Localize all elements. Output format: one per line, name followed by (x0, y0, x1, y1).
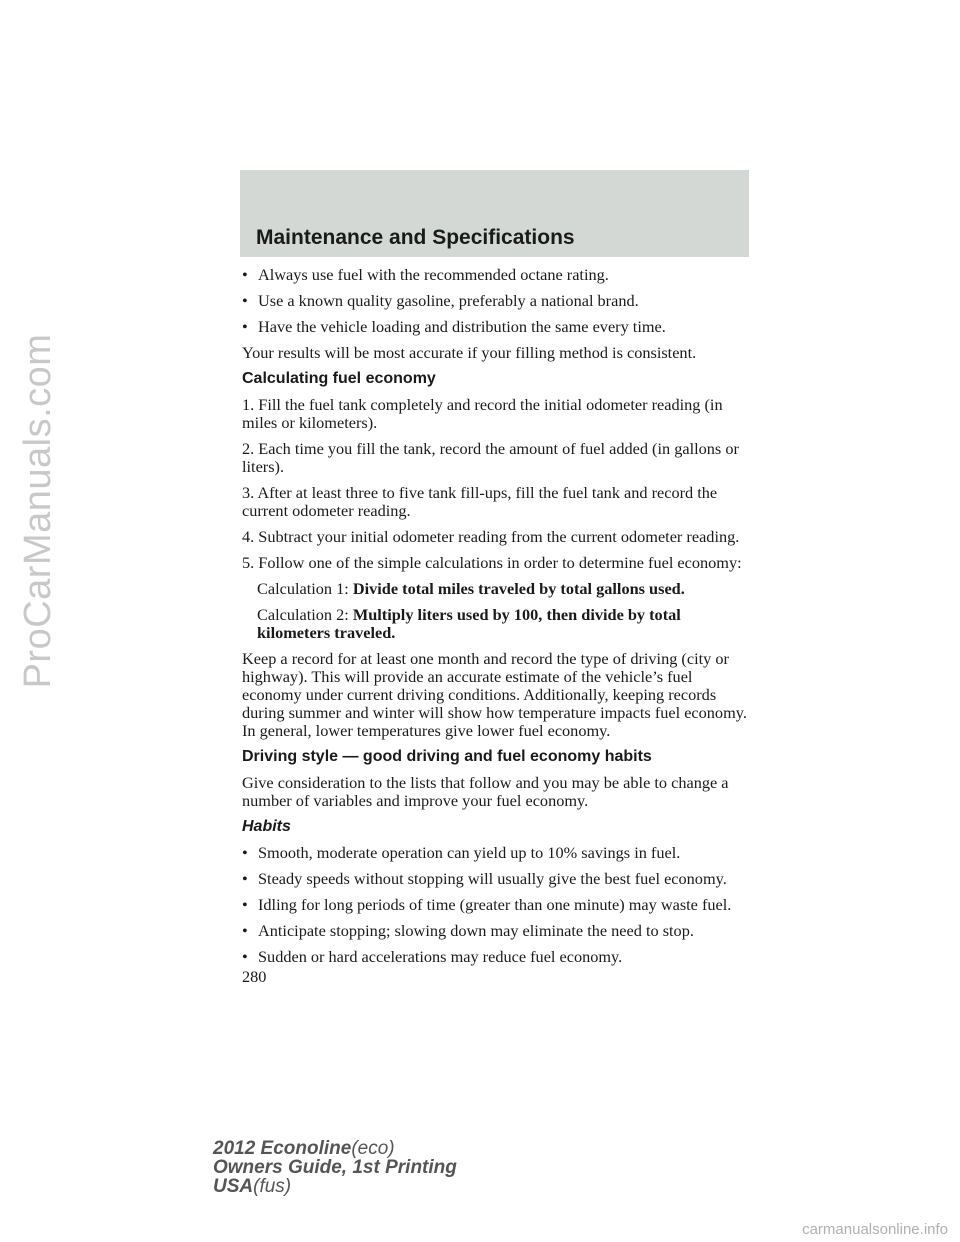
site-watermark: carmanualsonline.info (802, 1221, 948, 1238)
bullet-icon: • (242, 265, 248, 284)
bullet-icon: • (242, 869, 248, 888)
driving-heading: Driving style — good driving and fuel economy habits (242, 748, 652, 765)
document-footer: 2012 Econoline(eco) Owners Guide, 1st Printing USA(fus) (213, 1138, 457, 1197)
habit-item: • Idling for long periods of time (greater than one minute) may waste fuel. (242, 895, 732, 914)
habit-item: • Smooth, moderate operation can yield up to 10% savings in fuel. (242, 843, 681, 862)
calc-heading: Calculating fuel economy (242, 370, 436, 387)
calculation-2: Calculation 2: Multiply liters used by 100, then divide by total kilometers traveled. (257, 605, 681, 642)
bullet-icon: • (242, 291, 248, 310)
habit-item: • Anticipate stopping; slowing down may eliminate the need to stop. (242, 921, 694, 940)
calculation-1: Calculation 1: Divide total miles traveled by total gallons used. (257, 579, 685, 598)
calc-step: 2. Each time you fill the tank, record the amount of fuel added (in gallons or liters). (242, 439, 739, 476)
intro-paragraph: Your results will be most accurate if your filling method is consistent. (242, 343, 697, 362)
habit-item: • Steady speeds without stopping will usually give the best fuel economy. (242, 869, 727, 888)
section-title: Maintenance and Specifications (256, 226, 575, 249)
calc-step: 1. Fill the fuel tank completely and record the initial odometer reading (in miles or kilometers). (242, 395, 723, 432)
habits-subheading: Habits (242, 818, 291, 835)
page-number: 280 (242, 967, 267, 986)
record-paragraph: Keep a record for at least one month and record the type of driving (city or highway). This will provide an accurate estimate of the vehicle’s fuel economy under current driving conditions. Additionally, keeping records during summer and winter will show how temperature impacts fuel economy. In general, lower temperatures give lower fuel economy. (242, 649, 747, 740)
bullet-item: • Have the vehicle loading and distribution the same every time. (242, 317, 666, 336)
bullet-icon: • (242, 317, 248, 336)
procarmanuals-watermark: ProCarManuals.com (16, 333, 59, 689)
calc-step: 3. After at least three to five tank fill-ups, fill the fuel tank and record the current odometer reading. (242, 483, 718, 520)
bullet-icon: • (242, 921, 248, 940)
section-header (240, 170, 749, 257)
bullet-icon: • (242, 843, 248, 862)
page-content (242, 266, 750, 986)
bullet-icon: • (242, 947, 248, 966)
habit-item: • Sudden or hard accelerations may reduce fuel economy. (242, 947, 623, 966)
bullet-item: • Use a known quality gasoline, preferably a national brand. (242, 291, 639, 310)
driving-paragraph: Give consideration to the lists that follow and you may be able to change a number of variables and improve your fuel economy. (242, 773, 729, 810)
bullet-item: • Always use fuel with the recommended octane rating. (242, 265, 609, 284)
calc-step: 4. Subtract your initial odometer reading from the current odometer reading. (242, 527, 740, 546)
bullet-icon: • (242, 895, 248, 914)
calc-step: 5. Follow one of the simple calculations in order to determine fuel economy: (242, 553, 742, 572)
